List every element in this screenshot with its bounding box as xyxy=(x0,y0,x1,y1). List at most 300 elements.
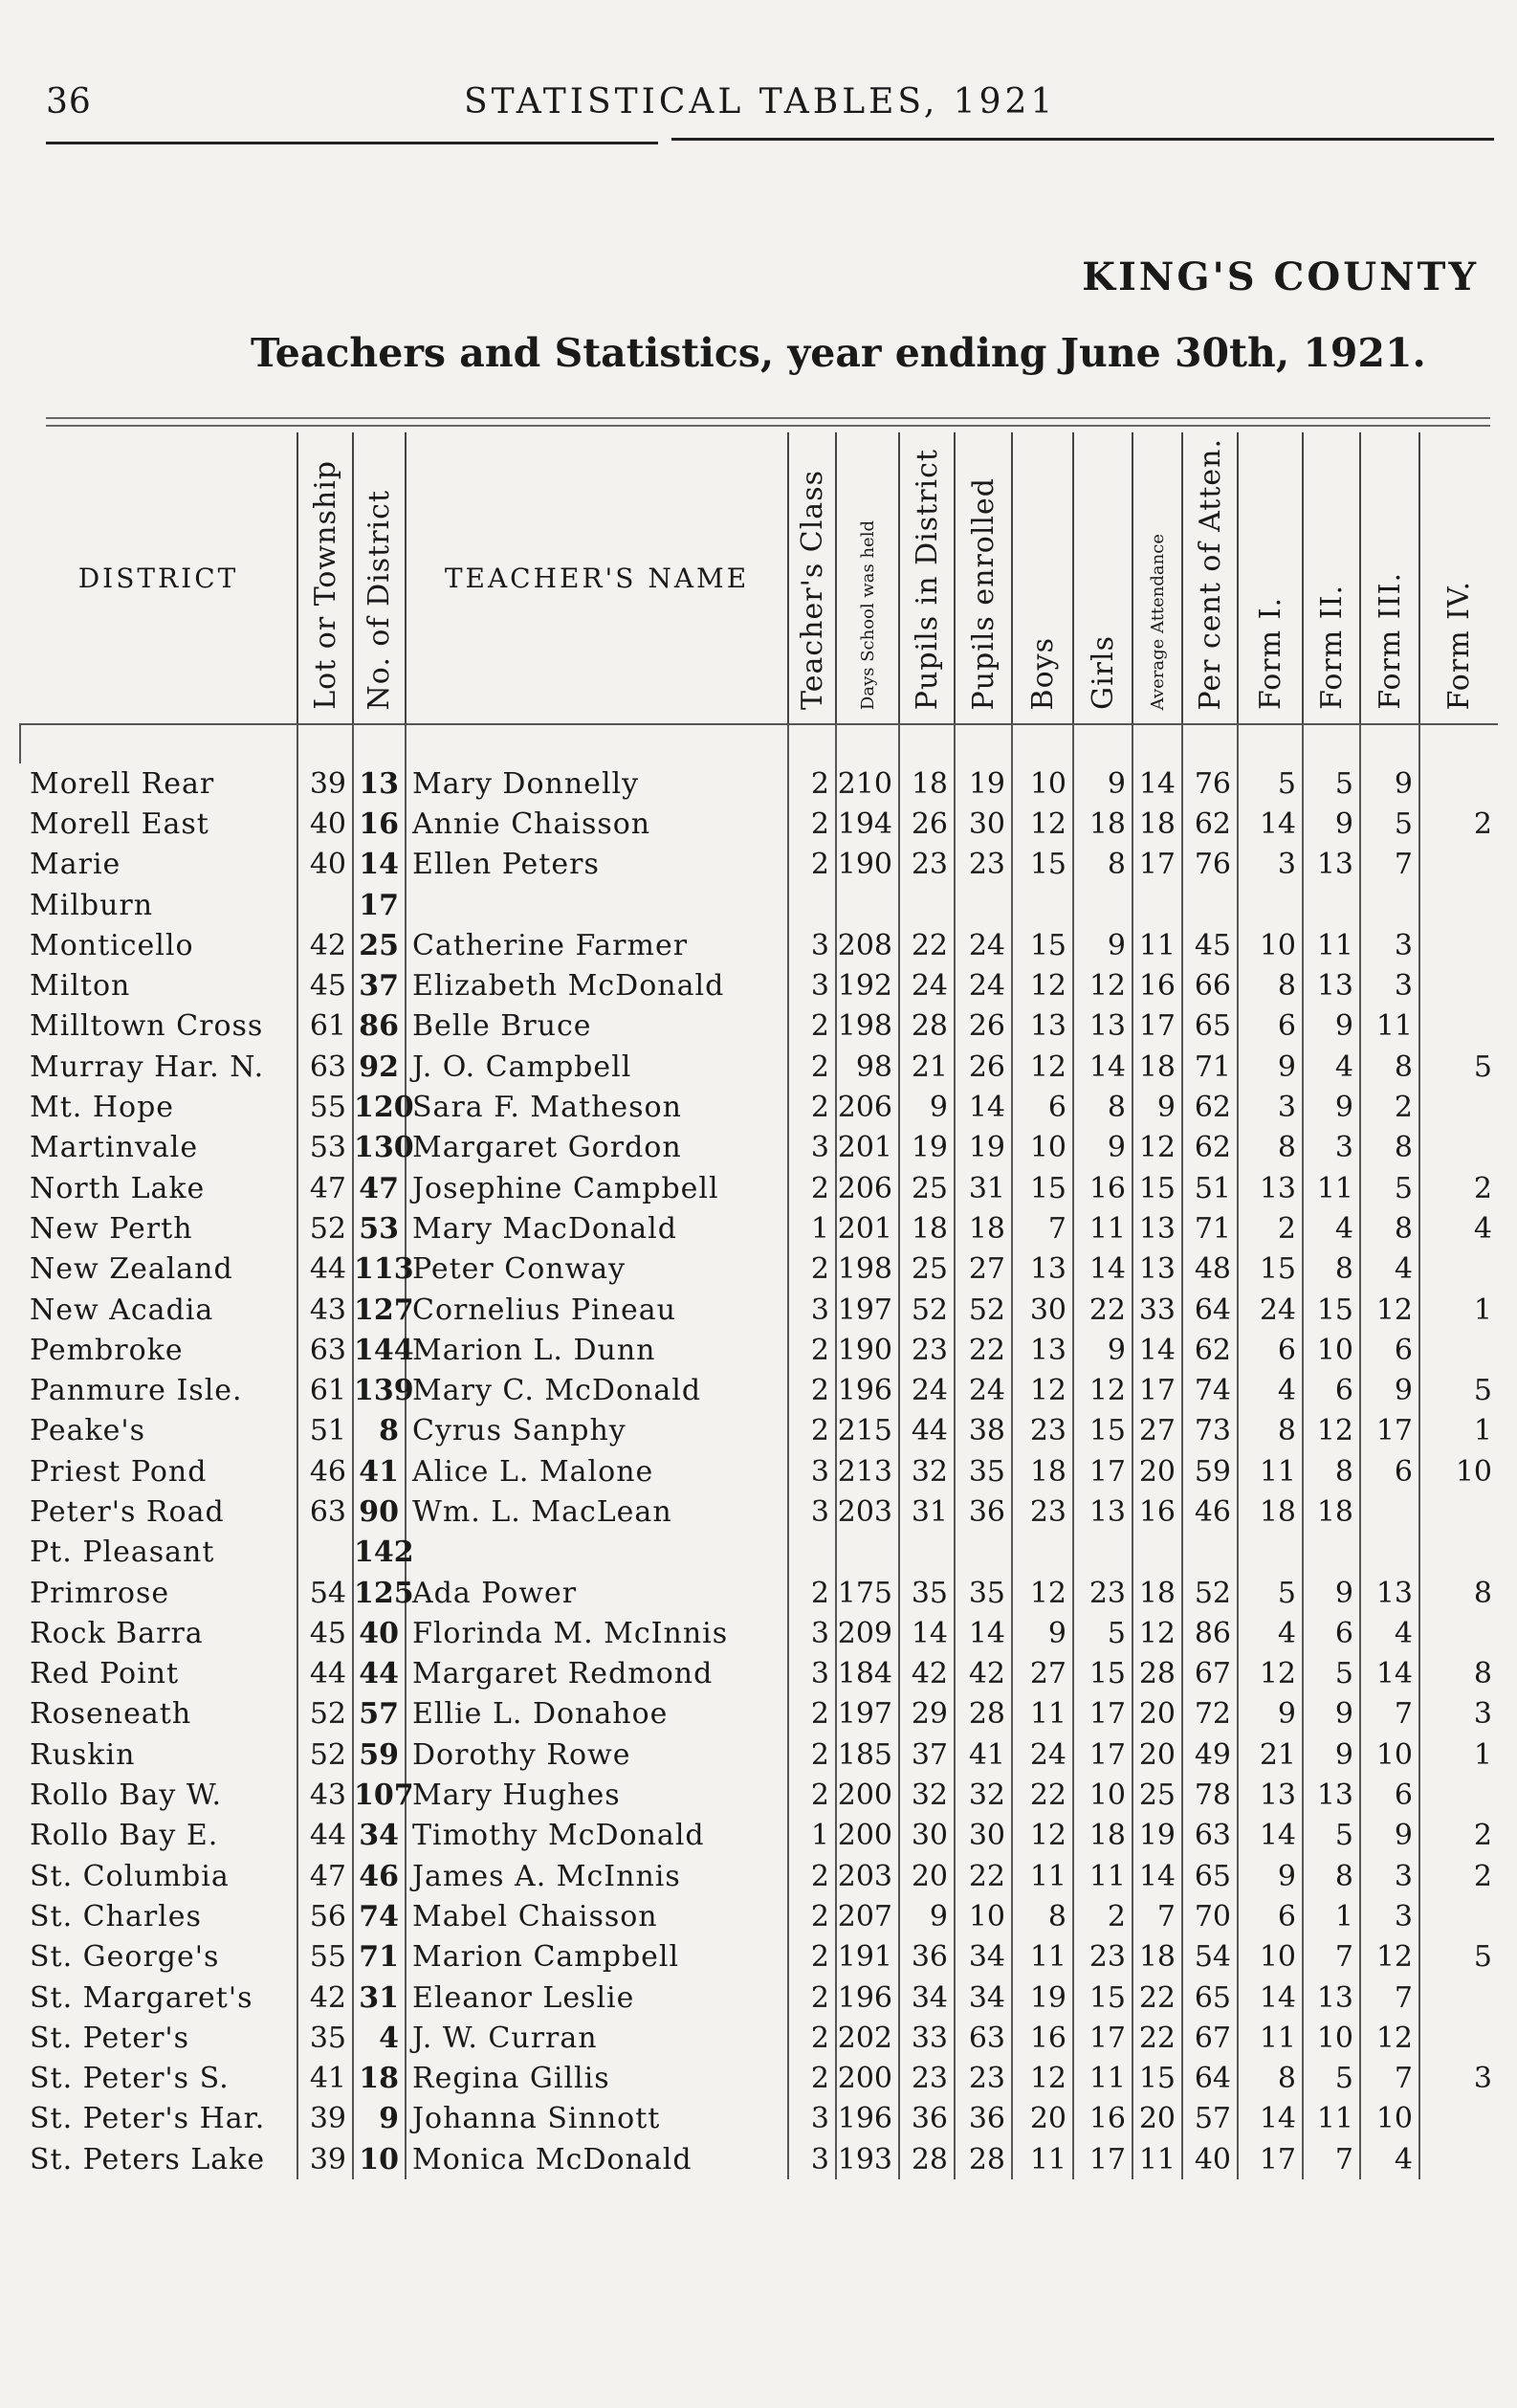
value-cell: 76 xyxy=(1182,845,1238,885)
value-cell: 13 xyxy=(1360,1573,1419,1613)
value-cell xyxy=(1419,2018,1498,2058)
value-cell: 19 xyxy=(955,1128,1012,1168)
value-cell: 23 xyxy=(1073,1937,1132,1977)
table-row xyxy=(20,763,1498,804)
value-cell: 36 xyxy=(899,1937,955,1977)
value-cell: 5 xyxy=(1073,1613,1132,1653)
value-cell: 54 xyxy=(297,1573,353,1613)
district-number-cell: 92 xyxy=(353,1047,406,1087)
value-cell: 15 xyxy=(1012,1168,1073,1208)
value-cell: 52 xyxy=(297,1208,353,1248)
district-number-cell: 71 xyxy=(353,1937,406,1977)
value-cell: 12 xyxy=(1238,1654,1303,1694)
value-cell: 51 xyxy=(297,1411,353,1451)
value-cell: 24 xyxy=(955,925,1012,965)
value-cell: 207 xyxy=(836,1896,899,1936)
value-cell: 55 xyxy=(297,1087,353,1127)
table-row xyxy=(20,1128,1498,1168)
district-name-cell: St. George's xyxy=(30,1940,220,1975)
value-cell: 45 xyxy=(297,965,353,1005)
value-cell: 14 xyxy=(955,1087,1012,1127)
value-cell: 7 xyxy=(1012,1208,1073,1248)
spacer-row xyxy=(20,724,1498,763)
value-cell: 78 xyxy=(1182,1775,1238,1815)
district-number-cell: 107 xyxy=(353,1775,406,1815)
value-cell: 23 xyxy=(899,2059,955,2099)
value-cell: 98 xyxy=(836,1047,899,1087)
value-cell: 48 xyxy=(1182,1249,1238,1290)
value-cell: 14 xyxy=(1238,1816,1303,1856)
col-class: Teacher's Class xyxy=(788,432,836,724)
value-cell: 52 xyxy=(297,1694,353,1734)
value-cell: 61 xyxy=(297,1006,353,1047)
value-cell: 206 xyxy=(836,1168,899,1208)
district-number-cell: 142 xyxy=(353,1533,406,1573)
value-cell: 18 xyxy=(1132,804,1182,844)
value-cell: 184 xyxy=(836,1654,899,1694)
value-cell: 2 xyxy=(1419,1816,1498,1856)
value-cell xyxy=(1419,2139,1498,2179)
table-row xyxy=(20,845,1498,885)
value-cell: 72 xyxy=(1182,1694,1238,1734)
value-cell: 8 xyxy=(1303,1249,1360,1290)
value-cell: 27 xyxy=(955,1249,1012,1290)
value-cell xyxy=(899,885,955,925)
district-number-cell: 113 xyxy=(353,1249,406,1290)
value-cell: 18 xyxy=(1303,1491,1360,1532)
value-cell: 196 xyxy=(836,2099,899,2139)
value-cell: 3 xyxy=(1303,1128,1360,1168)
value-cell: 5 xyxy=(1303,1816,1360,1856)
value-cell: 9 xyxy=(1303,1087,1360,1127)
value-cell: 14 xyxy=(1238,1977,1303,2018)
district-name-cell: Peake's xyxy=(30,1414,146,1448)
teacher-name-cell: Mary Donnelly xyxy=(406,763,788,804)
value-cell xyxy=(1303,885,1360,925)
value-cell: 5 xyxy=(1303,2059,1360,2099)
value-cell xyxy=(1132,885,1182,925)
value-cell: 4 xyxy=(1238,1370,1303,1410)
district-name-cell: Panmure Isle. xyxy=(30,1374,243,1408)
value-cell: 9 xyxy=(899,1896,955,1936)
value-cell: 18 xyxy=(1132,1937,1182,1977)
value-cell: 35 xyxy=(955,1451,1012,1491)
value-cell: 22 xyxy=(1012,1775,1073,1815)
value-cell xyxy=(1419,1491,1498,1532)
teacher-name-cell: Monica McDonald xyxy=(406,2139,788,2179)
value-cell: 67 xyxy=(1182,1654,1238,1694)
value-cell: 12 xyxy=(1073,1370,1132,1410)
value-cell: 3 xyxy=(1419,1694,1498,1734)
value-cell xyxy=(899,1533,955,1573)
value-cell: 201 xyxy=(836,1208,899,1248)
value-cell: 35 xyxy=(955,1573,1012,1613)
district-number-cell: 139 xyxy=(353,1370,406,1410)
table-row xyxy=(20,1694,1498,1734)
value-cell xyxy=(1419,1087,1498,1127)
value-cell: 67 xyxy=(1182,2018,1238,2058)
value-cell xyxy=(1419,1977,1498,2018)
value-cell: 19 xyxy=(1132,1816,1182,1856)
district-number-cell: 125 xyxy=(353,1573,406,1613)
value-cell xyxy=(1073,1533,1132,1573)
value-cell: 23 xyxy=(1012,1411,1073,1451)
value-cell: 2 xyxy=(788,1977,836,2018)
value-cell: 54 xyxy=(1182,1937,1238,1977)
value-cell: 11 xyxy=(1012,1937,1073,1977)
value-cell: 14 xyxy=(1360,1654,1419,1694)
value-cell xyxy=(1419,1128,1498,1168)
value-cell: 22 xyxy=(1073,1290,1132,1330)
table-row xyxy=(20,1977,1498,2018)
value-cell: 9 xyxy=(1303,1006,1360,1047)
table-row xyxy=(20,1533,1498,1573)
value-cell: 63 xyxy=(297,1491,353,1532)
value-cell: 15 xyxy=(1012,845,1073,885)
value-cell: 200 xyxy=(836,1816,899,1856)
value-cell: 13 xyxy=(1238,1775,1303,1815)
table-top-rule-inner xyxy=(46,425,1490,427)
value-cell xyxy=(788,1533,836,1573)
value-cell: 12 xyxy=(1012,2059,1073,2099)
table-row xyxy=(20,885,1498,925)
value-cell: 193 xyxy=(836,2139,899,2179)
value-cell xyxy=(1419,1533,1498,1573)
value-cell: 10 xyxy=(1419,1451,1498,1491)
value-cell: 36 xyxy=(899,2099,955,2139)
value-cell: 20 xyxy=(899,1856,955,1896)
teacher-name-cell: Cornelius Pineau xyxy=(406,1290,788,1330)
district-number-cell: 25 xyxy=(353,925,406,965)
value-cell: 8 xyxy=(1073,845,1132,885)
value-cell: 13 xyxy=(1132,1208,1182,1248)
value-cell: 3 xyxy=(788,1654,836,1694)
district-name-cell: St. Peter's S. xyxy=(30,2062,230,2096)
value-cell: 31 xyxy=(899,1491,955,1532)
value-cell xyxy=(1303,1533,1360,1573)
value-cell xyxy=(1419,1249,1498,1290)
teacher-name-cell: J. W. Curran xyxy=(406,2018,788,2058)
district-name-cell: Rock Barra xyxy=(30,1616,204,1650)
value-cell: 14 xyxy=(955,1613,1012,1653)
teacher-name-cell: J. O. Campbell xyxy=(406,1047,788,1087)
value-cell: 201 xyxy=(836,1128,899,1168)
value-cell xyxy=(836,885,899,925)
value-cell: 9 xyxy=(1238,1694,1303,1734)
table-row xyxy=(20,1087,1498,1127)
value-cell: 15 xyxy=(1132,2059,1182,2099)
value-cell: 2 xyxy=(1419,1168,1498,1208)
value-cell: 36 xyxy=(955,2099,1012,2139)
value-cell: 73 xyxy=(1182,1411,1238,1451)
value-cell: 8 xyxy=(1073,1087,1132,1127)
value-cell: 9 xyxy=(1073,925,1132,965)
col-lot: Lot or Township xyxy=(297,432,353,724)
table-row xyxy=(20,1491,1498,1532)
value-cell: 8 xyxy=(1303,1856,1360,1896)
value-cell: 47 xyxy=(297,1168,353,1208)
value-cell: 6 xyxy=(1303,1613,1360,1653)
teacher-name-cell: Peter Conway xyxy=(406,1249,788,1290)
table-title: Teachers and Statistics, year ending June 30th, 1921. xyxy=(251,330,1426,376)
value-cell: 196 xyxy=(836,1977,899,2018)
value-cell: 52 xyxy=(955,1290,1012,1330)
value-cell: 43 xyxy=(297,1290,353,1330)
district-name-cell: Ruskin xyxy=(30,1737,136,1772)
value-cell: 21 xyxy=(1238,1734,1303,1775)
district-number-cell: 37 xyxy=(353,965,406,1005)
value-cell: 2 xyxy=(788,1411,836,1451)
value-cell: 30 xyxy=(1012,1290,1073,1330)
district-number-cell: 46 xyxy=(353,1856,406,1896)
district-number-cell: 41 xyxy=(353,1451,406,1491)
teacher-name-cell: Dorothy Rowe xyxy=(406,1734,788,1775)
value-cell: 30 xyxy=(899,1816,955,1856)
district-name-cell: Red Point xyxy=(30,1657,180,1691)
value-cell: 8 xyxy=(1238,2059,1303,2099)
value-cell: 12 xyxy=(1012,1047,1073,1087)
district-number-cell: 17 xyxy=(353,885,406,925)
value-cell: 18 xyxy=(955,1208,1012,1248)
value-cell: 70 xyxy=(1182,1896,1238,1936)
district-name-cell: St. Columbia xyxy=(30,1859,230,1893)
value-cell xyxy=(1360,885,1419,925)
value-cell xyxy=(1238,1533,1303,1573)
value-cell: 200 xyxy=(836,2059,899,2099)
value-cell: 30 xyxy=(955,804,1012,844)
value-cell: 2 xyxy=(1419,1856,1498,1896)
value-cell: 5 xyxy=(1303,1654,1360,1694)
value-cell: 20 xyxy=(1132,1451,1182,1491)
value-cell xyxy=(1419,1896,1498,1936)
teacher-name-cell: Margaret Redmond xyxy=(406,1654,788,1694)
district-number-cell: 8 xyxy=(353,1411,406,1451)
value-cell: 10 xyxy=(1073,1775,1132,1815)
district-number-cell: 14 xyxy=(353,845,406,885)
district-number-cell: 31 xyxy=(353,1977,406,2018)
value-cell: 203 xyxy=(836,1491,899,1532)
value-cell: 11 xyxy=(1303,1168,1360,1208)
value-cell: 62 xyxy=(1182,1087,1238,1127)
value-cell: 213 xyxy=(836,1451,899,1491)
value-cell: 2 xyxy=(788,1370,836,1410)
value-cell: 7 xyxy=(1360,1694,1419,1734)
value-cell: 11 xyxy=(1132,2139,1182,2179)
value-cell: 47 xyxy=(297,1856,353,1896)
value-cell: 18 xyxy=(1073,804,1132,844)
district-number-cell: 53 xyxy=(353,1208,406,1248)
district-name-cell: Roseneath xyxy=(30,1697,192,1732)
value-cell: 14 xyxy=(1073,1249,1132,1290)
value-cell: 6 xyxy=(1360,1330,1419,1370)
value-cell: 15 xyxy=(1073,1977,1132,2018)
value-cell: 32 xyxy=(899,1451,955,1491)
district-name-cell: St. Margaret's xyxy=(30,1980,253,2015)
teacher-name-cell: Timothy McDonald xyxy=(406,1816,788,1856)
running-title: STATISTICAL TABLES, 1921 xyxy=(464,82,1057,122)
teacher-name-cell: Elizabeth McDonald xyxy=(406,965,788,1005)
district-name-cell: Murray Har. N. xyxy=(30,1049,265,1084)
value-cell: 23 xyxy=(1012,1491,1073,1532)
value-cell: 39 xyxy=(297,2099,353,2139)
district-name-cell: St. Peter's Har. xyxy=(30,2102,266,2136)
statistics-table xyxy=(19,432,1498,2179)
value-cell xyxy=(1419,1613,1498,1653)
value-cell: 2 xyxy=(788,2059,836,2099)
value-cell: 15 xyxy=(1238,1249,1303,1290)
value-cell xyxy=(1419,885,1498,925)
value-cell: 3 xyxy=(1360,925,1419,965)
teacher-name-cell: Alice L. Malone xyxy=(406,1451,788,1491)
value-cell: 74 xyxy=(1182,1370,1238,1410)
value-cell: 23 xyxy=(955,2059,1012,2099)
value-cell: 9 xyxy=(1012,1613,1073,1653)
value-cell: 53 xyxy=(297,1128,353,1168)
value-cell: 194 xyxy=(836,804,899,844)
value-cell: 11 xyxy=(1073,2059,1132,2099)
value-cell: 11 xyxy=(1073,1208,1132,1248)
district-name-cell: Pt. Pleasant xyxy=(30,1535,215,1570)
value-cell: 13 xyxy=(1303,1775,1360,1815)
teacher-name-cell: Belle Bruce xyxy=(406,1006,788,1047)
value-cell: 12 xyxy=(1132,1613,1182,1653)
table-row xyxy=(20,1006,1498,1047)
value-cell: 25 xyxy=(899,1249,955,1290)
value-cell: 29 xyxy=(899,1694,955,1734)
value-cell: 10 xyxy=(1360,2099,1419,2139)
district-name-cell: Martinvale xyxy=(30,1131,199,1165)
value-cell: 3 xyxy=(788,1491,836,1532)
value-cell: 3 xyxy=(788,2099,836,2139)
teacher-name-cell: Catherine Farmer xyxy=(406,925,788,965)
table-row xyxy=(20,965,1498,1005)
teacher-name-cell: Ada Power xyxy=(406,1573,788,1613)
value-cell: 24 xyxy=(955,1370,1012,1410)
value-cell: 185 xyxy=(836,1734,899,1775)
district-number-cell: 4 xyxy=(353,2018,406,2058)
value-cell: 45 xyxy=(297,1613,353,1653)
value-cell: 40 xyxy=(297,845,353,885)
value-cell: 1 xyxy=(1419,1290,1498,1330)
value-cell: 8 xyxy=(1360,1208,1419,1248)
table-row xyxy=(20,925,1498,965)
value-cell: 62 xyxy=(1182,804,1238,844)
table-row xyxy=(20,2099,1498,2139)
value-cell: 5 xyxy=(1238,763,1303,804)
value-cell: 28 xyxy=(899,1006,955,1047)
value-cell: 17 xyxy=(1073,1694,1132,1734)
value-cell: 2 xyxy=(788,763,836,804)
value-cell: 196 xyxy=(836,1370,899,1410)
value-cell xyxy=(1182,885,1238,925)
value-cell: 3 xyxy=(1238,845,1303,885)
page-number: 36 xyxy=(46,82,92,122)
value-cell: 12 xyxy=(1012,1573,1073,1613)
teacher-name-cell: Wm. L. MacLean xyxy=(406,1491,788,1532)
value-cell: 28 xyxy=(899,2139,955,2179)
district-number-cell: 47 xyxy=(353,1168,406,1208)
value-cell: 17 xyxy=(1073,1451,1132,1491)
teacher-name-cell: Mary MacDonald xyxy=(406,1208,788,1248)
value-cell: 11 xyxy=(1238,2018,1303,2058)
value-cell: 44 xyxy=(297,1654,353,1694)
value-cell: 3 xyxy=(1238,1087,1303,1127)
table-row xyxy=(20,1451,1498,1491)
value-cell: 64 xyxy=(1182,2059,1238,2099)
value-cell: 11 xyxy=(1303,2099,1360,2139)
value-cell: 209 xyxy=(836,1613,899,1653)
table-row xyxy=(20,1937,1498,1977)
col-form-1: Form I. xyxy=(1238,432,1303,724)
teacher-name-cell: Ellen Peters xyxy=(406,845,788,885)
col-form-4: Form IV. xyxy=(1419,432,1498,724)
value-cell: 61 xyxy=(297,1370,353,1410)
county-heading: KING'S COUNTY xyxy=(1082,254,1479,299)
value-cell: 3 xyxy=(788,1290,836,1330)
value-cell: 17 xyxy=(1360,1411,1419,1451)
value-cell: 28 xyxy=(955,1694,1012,1734)
value-cell xyxy=(1419,1775,1498,1815)
table-header-row xyxy=(20,432,1498,724)
value-cell: 46 xyxy=(297,1451,353,1491)
value-cell: 71 xyxy=(1182,1047,1238,1087)
district-number-cell: 10 xyxy=(353,2139,406,2179)
table-row xyxy=(20,1370,1498,1410)
value-cell: 8 xyxy=(1238,965,1303,1005)
teacher-name-cell: Marion Campbell xyxy=(406,1937,788,1977)
district-name-cell: Morell Rear xyxy=(30,766,215,801)
value-cell: 198 xyxy=(836,1249,899,1290)
value-cell: 9 xyxy=(1073,763,1132,804)
district-name-cell: Primrose xyxy=(30,1576,170,1610)
table-row xyxy=(20,1290,1498,1330)
value-cell: 37 xyxy=(899,1734,955,1775)
value-cell xyxy=(1073,885,1132,925)
value-cell: 206 xyxy=(836,1087,899,1127)
value-cell: 24 xyxy=(1012,1734,1073,1775)
value-cell: 10 xyxy=(1012,1128,1073,1168)
value-cell: 41 xyxy=(955,1734,1012,1775)
value-cell: 24 xyxy=(955,965,1012,1005)
value-cell: 4 xyxy=(1303,1208,1360,1248)
value-cell: 17 xyxy=(1073,2018,1132,2058)
value-cell: 63 xyxy=(297,1047,353,1087)
value-cell: 11 xyxy=(1012,1694,1073,1734)
value-cell: 86 xyxy=(1182,1613,1238,1653)
value-cell: 12 xyxy=(1360,2018,1419,2058)
teacher-name-cell: Johanna Sinnott xyxy=(406,2099,788,2139)
value-cell: 8 xyxy=(1238,1128,1303,1168)
teacher-name-cell: Mabel Chaisson xyxy=(406,1896,788,1936)
value-cell: 12 xyxy=(1012,804,1073,844)
district-name-cell: Rollo Bay W. xyxy=(30,1778,222,1813)
value-cell: 5 xyxy=(1419,1047,1498,1087)
value-cell: 44 xyxy=(297,1816,353,1856)
value-cell xyxy=(1360,1491,1419,1532)
value-cell: 20 xyxy=(1132,1694,1182,1734)
district-number-cell: 144 xyxy=(353,1330,406,1370)
value-cell: 10 xyxy=(1012,763,1073,804)
teacher-name-cell: Margaret Gordon xyxy=(406,1128,788,1168)
value-cell: 2 xyxy=(1360,1087,1419,1127)
value-cell: 18 xyxy=(1238,1491,1303,1532)
value-cell: 2 xyxy=(788,1168,836,1208)
value-cell: 11 xyxy=(1360,1006,1419,1047)
value-cell: 55 xyxy=(297,1937,353,1977)
col-form-2: Form II. xyxy=(1303,432,1360,724)
value-cell: 15 xyxy=(1132,1168,1182,1208)
value-cell xyxy=(1419,925,1498,965)
